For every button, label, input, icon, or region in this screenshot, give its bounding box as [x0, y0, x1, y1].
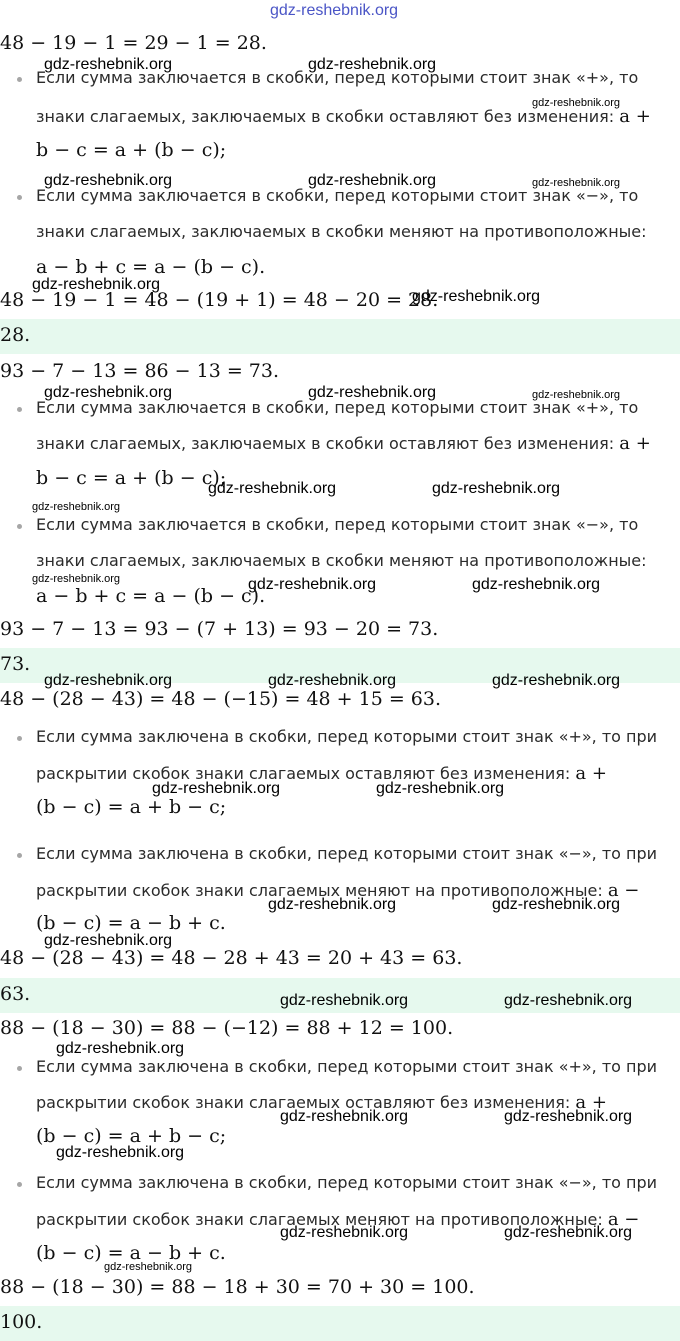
rule-formula: (b − c) = a − b + c.: [36, 912, 226, 934]
answer-value: 100.: [0, 1311, 43, 1333]
watermark-text: gdz-reshebnik.org: [32, 501, 121, 513]
watermark-text: gdz-reshebnik.org: [44, 932, 173, 949]
equation-final: 48 − 19 − 1 = 48 − (19 + 1) = 48 − 20 = 28.: [0, 289, 439, 311]
watermark-text: gdz-reshebnik.org: [532, 177, 621, 189]
watermark-text: gdz-reshebnik.org: [412, 288, 541, 305]
watermark-top: gdz-reshebnik.org: [270, 2, 399, 19]
watermark-text: gdz-reshebnik.org: [492, 896, 621, 913]
rule-formula: a − b + c = a − (b − c).: [36, 585, 266, 607]
equation: 48 − 19 − 1 = 29 − 1 = 28.: [0, 32, 267, 54]
watermark-text: gdz-reshebnik.org: [44, 672, 173, 689]
watermark-text: gdz-reshebnik.org: [308, 56, 437, 73]
watermark-text: gdz-reshebnik.org: [504, 1108, 633, 1125]
bullet-dot: [17, 736, 22, 741]
bullet-dot: [17, 853, 22, 858]
equation-final: 93 − 7 − 13 = 93 − (7 + 13) = 93 − 20 = 73.: [0, 618, 439, 640]
rule-formula: (b − c) = a + b − c;: [36, 1125, 227, 1147]
rule-formula: b − c = a + (b − c);: [36, 139, 227, 161]
bullet-dot: [17, 77, 22, 82]
rule-text: раскрытии скобок знаки слагаемых оставляют без изменения: a +: [36, 1092, 607, 1113]
watermark-text: gdz-reshebnik.org: [376, 780, 505, 797]
watermark-text: gdz-reshebnik.org: [308, 172, 437, 189]
rule-text: Если сумма заключена в скобки, перед которыми стоит знак «−», то при: [36, 1173, 658, 1192]
answer-value: 63.: [0, 983, 31, 1005]
watermark-text: gdz-reshebnik.org: [280, 1108, 409, 1125]
watermark-text: gdz-reshebnik.org: [44, 172, 173, 189]
rule-text: знаки слагаемых, заключаемых в скобки меняют на противоположные:: [36, 551, 647, 570]
rule-text: раскрытии скобок знаки слагаемых меняют на противоположные: a −: [36, 1209, 640, 1230]
rule-text: Если сумма заключается в скобки, перед которыми стоит знак «−», то: [36, 515, 639, 534]
watermark-text: gdz-reshebnik.org: [504, 1224, 633, 1241]
rule-formula: a − b + c = a − (b − c).: [36, 256, 266, 278]
answer-row: [0, 319, 680, 354]
rule-formula: (b − c) = a + b − c;: [36, 796, 227, 818]
watermark-text: gdz-reshebnik.org: [208, 480, 337, 497]
watermark-text: gdz-reshebnik.org: [504, 992, 633, 1009]
watermark-text: gdz-reshebnik.org: [280, 992, 409, 1009]
watermark-text: gdz-reshebnik.org: [248, 576, 377, 593]
watermark-text: gdz-reshebnik.org: [432, 480, 561, 497]
rule-text: знаки слагаемых, заключаемых в скобки оставляют без изменения: a +: [36, 106, 651, 127]
rule-formula: b − c = a + (b − c);: [36, 467, 227, 489]
watermark-text: gdz-reshebnik.org: [44, 56, 173, 73]
bullet-dot: [17, 407, 22, 412]
watermark-text: gdz-reshebnik.org: [44, 384, 173, 401]
watermark-text: gdz-reshebnik.org: [492, 672, 621, 689]
watermark-text: gdz-reshebnik.org: [308, 384, 437, 401]
rule-text: Если сумма заключена в скобки, перед которыми стоит знак «+», то при: [36, 1057, 658, 1076]
bullet-dot: [17, 1182, 22, 1187]
rule-text: знаки слагаемых, заключаемых в скобки оставляют без изменения: a +: [36, 433, 651, 454]
watermark-text: gdz-reshebnik.org: [532, 389, 621, 401]
equation: 88 − (18 − 30) = 88 − (−12) = 88 + 12 = 100.: [0, 1017, 454, 1039]
watermark-text: gdz-reshebnik.org: [56, 1040, 185, 1057]
watermark-text: gdz-reshebnik.org: [532, 97, 621, 109]
equation: 93 − 7 − 13 = 86 − 13 = 73.: [0, 360, 280, 382]
rule-text: Если сумма заключается в скобки, перед которыми стоит знак «+», то: [36, 68, 639, 87]
equation: 48 − (28 − 43) = 48 − (−15) = 48 + 15 = 63.: [0, 688, 442, 710]
watermark-text: gdz-reshebnik.org: [32, 276, 161, 293]
watermark-text: gdz-reshebnik.org: [472, 576, 601, 593]
bullet-dot: [17, 1066, 22, 1071]
watermark-text: gdz-reshebnik.org: [56, 1144, 185, 1161]
watermark-text: gdz-reshebnik.org: [268, 896, 397, 913]
answer-value: 28.: [0, 324, 31, 346]
rule-text: знаки слагаемых, заключаемых в скобки меняют на противоположные:: [36, 222, 647, 241]
rule-formula: (b − c) = a − b + c.: [36, 1242, 226, 1264]
equation-final: 48 − (28 − 43) = 48 − 28 + 43 = 20 + 43 = 63.: [0, 947, 463, 969]
rule-text: Если сумма заключается в скобки, перед которыми стоит знак «+», то: [36, 398, 639, 417]
watermark-text: gdz-reshebnik.org: [152, 780, 281, 797]
rule-text: Если сумма заключается в скобки, перед которыми стоит знак «−», то: [36, 186, 639, 205]
answer-value: 73.: [0, 653, 31, 675]
watermark-text: gdz-reshebnik.org: [32, 573, 121, 585]
bullet-dot: [17, 195, 22, 200]
watermark-text: gdz-reshebnik.org: [280, 1224, 409, 1241]
equation-final: 88 − (18 − 30) = 88 − 18 + 30 = 70 + 30 = 100.: [0, 1276, 475, 1298]
rule-text: раскрытии скобок знаки слагаемых меняют на противоположные: a −: [36, 880, 640, 901]
rule-text: раскрытии скобок знаки слагаемых оставляют без изменения: a +: [36, 763, 607, 784]
watermark-text: gdz-reshebnik.org: [268, 672, 397, 689]
bullet-dot: [17, 524, 22, 529]
watermark-text: gdz-reshebnik.org: [104, 1261, 193, 1273]
answer-row: [0, 1306, 680, 1341]
rule-text: Если сумма заключена в скобки, перед которыми стоит знак «−», то при: [36, 844, 658, 863]
rule-text: Если сумма заключена в скобки, перед которыми стоит знак «+», то при: [36, 727, 658, 746]
